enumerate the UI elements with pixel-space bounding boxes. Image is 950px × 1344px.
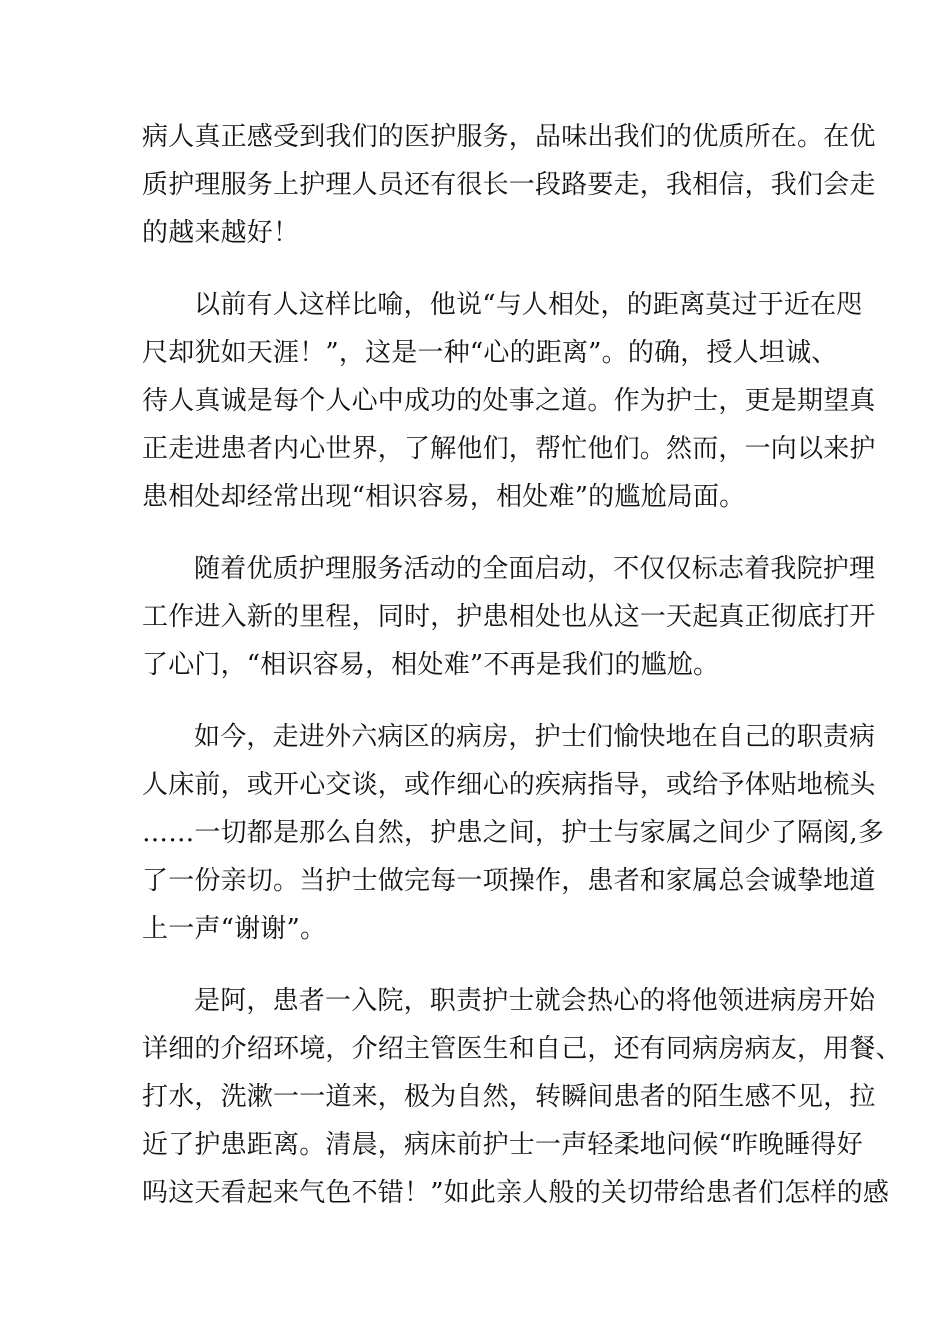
text-line: 了一份亲切。当护士做完每一项操作，患者和家属总会诚挚地道 xyxy=(142,866,876,896)
text-line: ……一切都是那么自然，护患之间，护士与家属之间少了隔阂,多 xyxy=(142,818,885,848)
text-line: 工作进入新的里程，同时，护患相处也从这一天起真正彻底打开 xyxy=(142,602,876,632)
text-line: 详细的介绍环境，介绍主管医生和自己，还有同病房病友，用餐、 xyxy=(142,1034,902,1064)
text-line: 病人真正感受到我们的医护服务，品味出我们的优质所在。在优 xyxy=(142,122,876,152)
text-line: 吗这天看起来气色不错！”如此亲人般的关切带给患者们怎样的感 xyxy=(142,1178,890,1208)
text-line: 待人真诚是每个人心中成功的处事之道。作为护士，更是期望真 xyxy=(142,386,876,416)
text-line: 打水，洗漱一一道来，极为自然，转瞬间患者的陌生感不见，拉 xyxy=(142,1082,876,1112)
text-line: 上一声“谢谢”。 xyxy=(142,914,327,944)
text-line: 随着优质护理服务活动的全面启动，不仅仅标志着我院护理 xyxy=(194,554,876,584)
text-line: 了心门，“相识容易，相处难”不再是我们的尴尬。 xyxy=(142,650,720,680)
text-line: 正走进患者内心世界，了解他们，帮忙他们。然而，一向以来护 xyxy=(142,434,876,464)
text-line: 是阿，患者一入院，职责护士就会热心的将他领进病房开始 xyxy=(194,986,876,1016)
text-line: 尺却犹如天涯！”，这是一种“心的距离”。的确，授人坦诚、 xyxy=(142,338,838,368)
text-line: 患相处却经常出现“相识容易，相处难”的尴尬局面。 xyxy=(142,482,746,512)
text-line: 近了护患距离。清晨，病床前护士一声轻柔地问候“昨晚睡得好 xyxy=(142,1130,863,1160)
text-line: 如今，走进外六病区的病房，护士们愉快地在自己的职责病 xyxy=(194,722,876,752)
text-line: 的越来越好！ xyxy=(142,218,300,248)
text-line: 质护理服务上护理人员还有很长一段路要走，我相信，我们会走 xyxy=(142,170,876,200)
text-line: 以前有人这样比喻，他说“与人相处，的距离莫过于近在咫 xyxy=(194,290,863,320)
text-line: 人床前，或开心交谈，或作细心的疾病指导，或给予体贴地梳头 xyxy=(142,770,876,800)
